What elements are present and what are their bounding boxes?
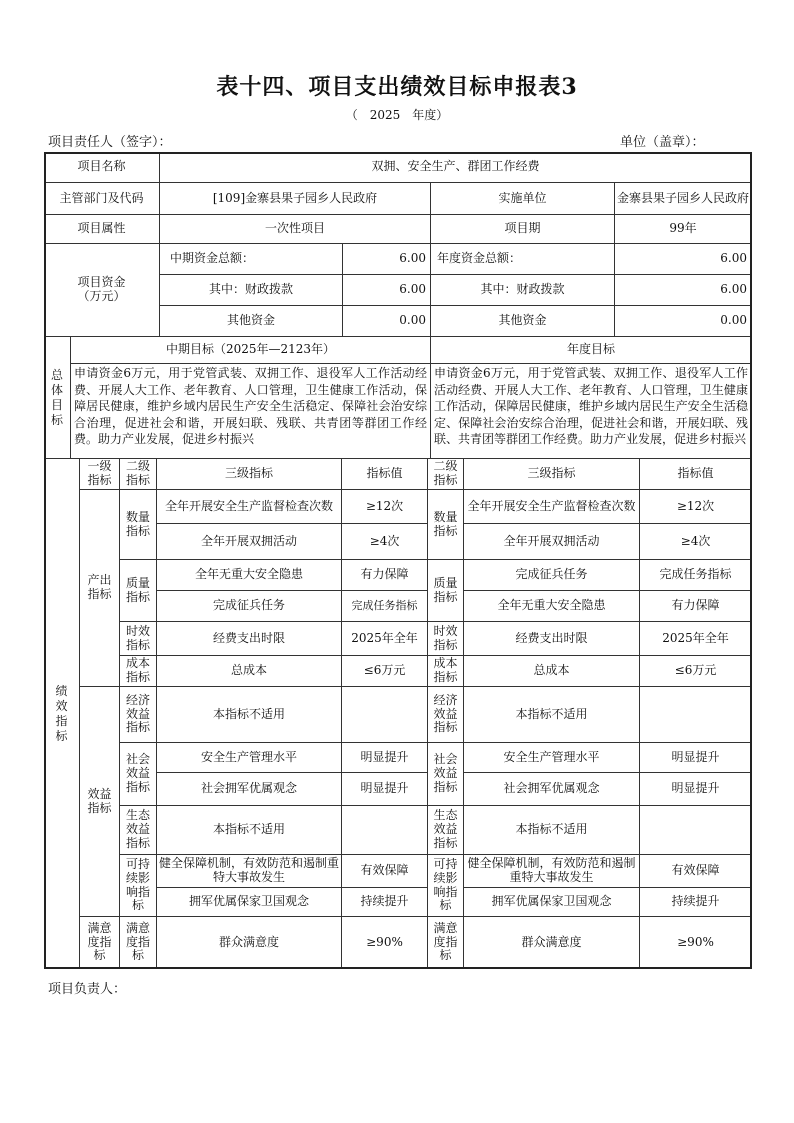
r-l2-eco: 生态效益指标	[428, 806, 464, 855]
left-q2: 全年开展双拥活动	[157, 524, 342, 560]
left-su1: 健全保障机制，有效防范和遏制重特大事故发生	[157, 855, 342, 888]
l2-time: 时效指标	[120, 622, 157, 656]
mid-total-value: 6.00	[343, 244, 431, 275]
left-sat1: 群众满意度	[157, 917, 342, 969]
l2-cost: 成本指标	[120, 656, 157, 687]
left-ql1: 全年无重大安全隐患	[157, 560, 342, 591]
left-e1-value	[342, 687, 428, 743]
mid-total-label: 中期资金总额：	[160, 244, 343, 275]
right-q2-value: ≥4次	[640, 524, 752, 560]
right-c1-value: ≤6万元	[640, 656, 752, 687]
impl-unit-value: 金寨县果子园乡人民政府	[615, 183, 752, 215]
right-q1-value: ≥12次	[640, 490, 752, 524]
right-t1: 经费支出时限	[464, 622, 640, 656]
right-ql2-value: 有力保障	[640, 591, 752, 622]
right-eco1: 本指标不适用	[464, 806, 640, 855]
left-su2-value: 持续提升	[342, 888, 428, 917]
left-c1-value: ≤6万元	[342, 656, 428, 687]
year-total-label: 年度资金总额：	[431, 244, 615, 275]
right-q2: 全年开展双拥活动	[464, 524, 640, 560]
mid-goal-header: 中期目标（2025年—2123年）	[71, 337, 431, 364]
left-s2-value: 明显提升	[342, 773, 428, 806]
project-attr-label: 项目属性	[44, 215, 160, 244]
right-su1-value: 有效保障	[640, 855, 752, 888]
right-sat1-value: ≥90%	[640, 917, 752, 969]
mid-fin-label: 其中：财政拨款	[160, 275, 343, 306]
l2-quality: 质量指标	[120, 560, 157, 622]
left-c1: 总成本	[157, 656, 342, 687]
perf-indicators-label: 绩效指标	[44, 459, 80, 969]
right-ql1-value: 完成任务指标	[640, 560, 752, 591]
l2-satis: 满意度指标	[120, 917, 157, 969]
h-level1: 一级指标	[80, 459, 120, 490]
year-fin-value: 6.00	[615, 275, 752, 306]
l2-eco: 生态效益指标	[120, 806, 157, 855]
left-ql2: 完成征兵任务	[157, 591, 342, 622]
r-l2-quality: 质量指标	[428, 560, 464, 622]
left-e1: 本指标不适用	[157, 687, 342, 743]
left-q2-value: ≥4次	[342, 524, 428, 560]
unit-seal-label: 单位（盖章）：	[620, 135, 705, 150]
left-eco1-value	[342, 806, 428, 855]
h-level3-right: 三级指标	[464, 459, 640, 490]
project-funds-label: 项目资金（万元）	[44, 244, 160, 337]
l2-econ: 经济效益指标	[120, 687, 157, 743]
r-l2-cost: 成本指标	[428, 656, 464, 687]
left-ql2-value: 完成任务指标	[342, 591, 428, 622]
project-period-value: 99年	[615, 215, 752, 244]
left-sat1-value: ≥90%	[342, 917, 428, 969]
right-su2: 拥军优属保家卫国观念	[464, 888, 640, 917]
project-attr-value: 一次性项目	[160, 215, 431, 244]
right-eco1-value	[640, 806, 752, 855]
project-period-label: 项目期	[431, 215, 615, 244]
overall-goals-label: 总体目标	[44, 337, 71, 459]
left-s2: 社会拥军优属观念	[157, 773, 342, 806]
right-t1-value: 2025年全年	[640, 622, 752, 656]
right-su2-value: 持续提升	[640, 888, 752, 917]
year-total-value: 6.00	[615, 244, 752, 275]
l2-quantity: 数量指标	[120, 490, 157, 560]
r-l2-satis: 满意度指标	[428, 917, 464, 969]
group-output: 产出指标	[80, 490, 120, 687]
project-lead-label: 项目负责人：	[48, 982, 127, 997]
year-label: （ 2025 年度）	[345, 108, 449, 122]
left-ql1-value: 有力保障	[342, 560, 428, 591]
right-c1: 总成本	[464, 656, 640, 687]
right-sat1: 群众满意度	[464, 917, 640, 969]
page-title: 表十四、项目支出绩效目标申报表3	[216, 74, 578, 100]
right-e1-value	[640, 687, 752, 743]
left-s1: 安全生产管理水平	[157, 743, 342, 773]
year-other-value: 0.00	[615, 306, 752, 337]
mid-other-value: 0.00	[343, 306, 431, 337]
year-goal-text: 申请资金6万元，用于党管武装、双拥工作、退役军人工作活动经费、开展人大工作、老年教育、人口管理，卫生健康工作活动，保障居民健康，维护乡域内居民生产安全生活稳定、保障社会治安综合治理，促进社会和谐，开展妇联、残联、共青团等群团工作经费。助力产业发展，促进乡村振兴	[431, 364, 752, 459]
h-value: 指标值	[342, 459, 428, 490]
right-e1: 本指标不适用	[464, 687, 640, 743]
project-name-label: 项目名称	[44, 152, 160, 183]
right-s1: 安全生产管理水平	[464, 743, 640, 773]
dept-value: [109]金寨县果子园乡人民政府	[160, 183, 431, 215]
left-su1-value: 有效保障	[342, 855, 428, 888]
r-l2-sustain: 可持续影响指标	[428, 855, 464, 917]
year-other-label: 其他资金	[431, 306, 615, 337]
mid-other-label: 其他资金	[160, 306, 343, 337]
right-su1: 健全保障机制，有效防范和遏制重特大事故发生	[464, 855, 640, 888]
l2-sustain: 可持续影响指标	[120, 855, 157, 917]
h-level2-right: 二级指标	[428, 459, 464, 490]
h-level3: 三级指标	[157, 459, 342, 490]
left-s1-value: 明显提升	[342, 743, 428, 773]
h-level2: 二级指标	[120, 459, 157, 490]
year-fin-label: 其中：财政拨款	[431, 275, 615, 306]
left-eco1: 本指标不适用	[157, 806, 342, 855]
l2-social: 社会效益指标	[120, 743, 157, 806]
r-l2-econ: 经济效益指标	[428, 687, 464, 743]
left-t1: 经费支出时限	[157, 622, 342, 656]
right-ql2: 全年无重大安全隐患	[464, 591, 640, 622]
left-q1: 全年开展安全生产监督检查次数	[157, 490, 342, 524]
impl-unit-label: 实施单位	[431, 183, 615, 215]
left-su2: 拥军优属保家卫国观念	[157, 888, 342, 917]
r-l2-time: 时效指标	[428, 622, 464, 656]
year-goal-header: 年度目标	[431, 337, 752, 364]
h-value-right: 指标值	[640, 459, 752, 490]
project-name-value: 双拥、安全生产、群团工作经费	[160, 152, 752, 183]
right-s1-value: 明显提升	[640, 743, 752, 773]
r-l2-quantity: 数量指标	[428, 490, 464, 560]
responsible-signature-label: 项目责任人（签字）：	[48, 135, 172, 150]
group-satisfaction: 满意度指标	[80, 917, 120, 969]
left-t1-value: 2025年全年	[342, 622, 428, 656]
right-s2-value: 明显提升	[640, 773, 752, 806]
left-q1-value: ≥12次	[342, 490, 428, 524]
right-q1: 全年开展安全生产监督检查次数	[464, 490, 640, 524]
group-benefit: 效益指标	[80, 687, 120, 917]
dept-label: 主管部门及代码	[44, 183, 160, 215]
r-l2-social: 社会效益指标	[428, 743, 464, 806]
mid-goal-text: 申请资金6万元，用于党管武装、双拥工作、退役军人工作活动经费、开展人大工作、老年教育、人口管理，卫生健康工作活动，保障居民健康，维护乡域内居民生产安全生活稳定、保障社会治安综合治理，促进社会和谐，开展妇联、残联、共青团等群团工作经费。助力产业发展，促进乡村振兴	[71, 364, 431, 459]
mid-fin-value: 6.00	[343, 275, 431, 306]
right-ql1: 完成征兵任务	[464, 560, 640, 591]
right-s2: 社会拥军优属观念	[464, 773, 640, 806]
